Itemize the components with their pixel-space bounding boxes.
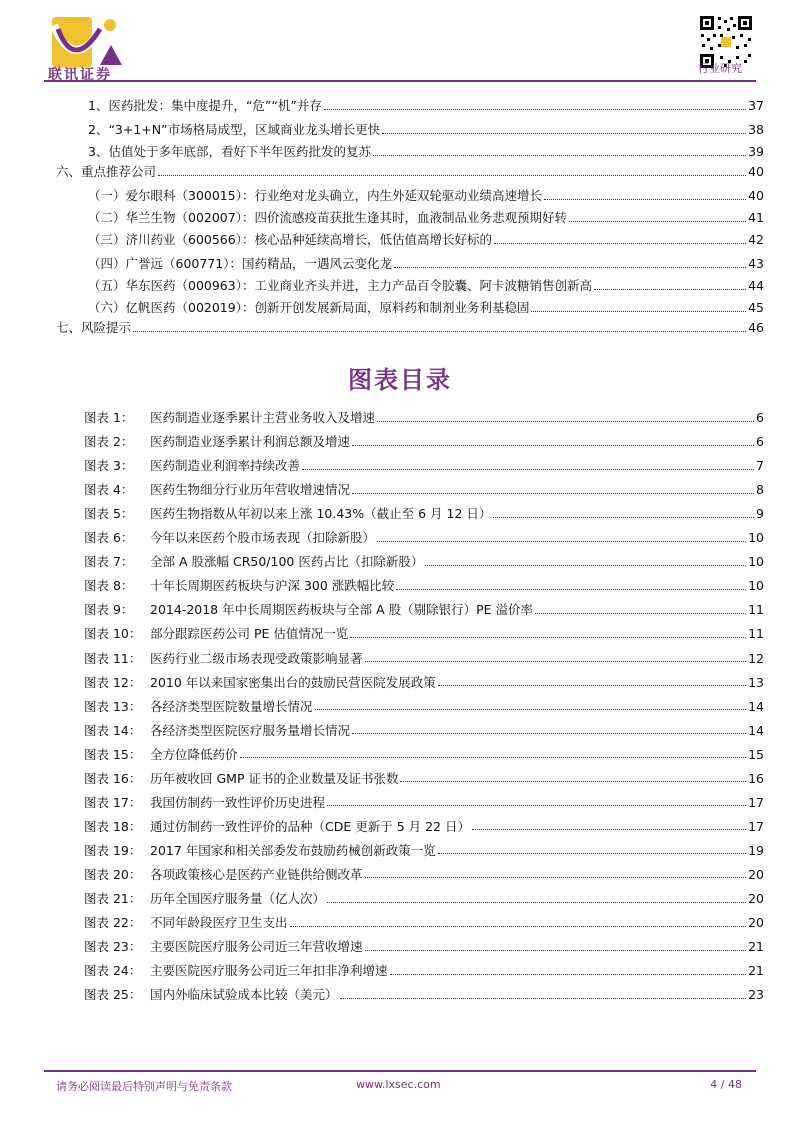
figure-entry[interactable] [84,552,764,570]
toc-entry-title: （三）济川药业（600566）：核心品种延续高增长，低估值高增长好标的 [88,232,492,247]
dot-leader [494,243,746,244]
figure-entry-label: 图表 12： [84,674,142,690]
figure-entry[interactable] [84,504,764,522]
figure-entry-page: 17 [748,794,764,810]
figure-entry[interactable] [84,793,764,811]
dot-leader [425,565,746,566]
dot-leader [290,926,747,927]
dot-leader [535,613,746,614]
figure-entry-page: 12 [748,650,764,666]
figure-entry-label: 图表 10： [84,626,142,642]
figure-entry-page: 6 [756,410,764,425]
dot-leader [377,421,754,422]
figure-entry-title: 医药生物细分行业历年营收增速情况 [150,482,351,498]
figure-entry-label: 图表 23： [84,939,142,955]
figure-entry-page: 23 [748,987,764,1003]
toc-entry-page: 39 [748,144,764,159]
dot-leader [390,974,747,975]
toc-entry[interactable] [88,254,764,272]
footer-divider [44,1070,756,1072]
toc-entry-title: （五）华东医药（000963）：工业商业齐头并进，主力产品百令胶囊、阿卡波糖销售创新高 [88,278,592,293]
dot-leader [373,155,746,156]
figure-entry[interactable] [84,913,764,931]
figure-entry-page: 21 [748,963,764,979]
toc-entry[interactable] [88,208,764,226]
figure-entry-title: 各经济类型医院医疗服务量增长情况 [150,722,351,738]
toc-entry-title: 2、“3+1+N”市场格局成型，区域商业龙头增长更快 [88,122,381,137]
dot-leader [340,998,747,999]
figure-entry-title: 历年全国医疗服务量（亿人次） [150,891,326,906]
figure-entry[interactable] [84,937,764,955]
figure-entry-page: 17 [748,818,764,834]
figure-entry-page: 20 [748,915,764,931]
figure-entry[interactable] [84,985,764,1003]
toc-entry-title: （四）广誉远（600771）：国药精品，一遇风云变化龙 [88,256,392,271]
figure-entry-title: 全部 A 股涨幅 CR50/100 医药占比（扣除新股） [150,554,424,570]
header-divider [44,80,756,82]
dot-leader [352,493,754,494]
figure-entry[interactable] [84,889,764,907]
figure-entry-label: 图表 2： [84,434,134,450]
dot-leader [569,221,746,222]
dot-leader [315,709,747,710]
figure-entry-title: 历年被收回 GMP 证书的企业数量及证书张数 [150,770,399,786]
figure-entry-page: 20 [748,866,764,882]
figure-entry[interactable] [84,432,764,450]
figure-entry-title: 医药制造业利润率持续改善 [150,458,301,474]
toc-entry[interactable] [88,230,764,248]
figure-entry-label: 图表 5： [84,506,134,522]
figure-entry-page: 11 [748,626,764,642]
toc-entry[interactable] [56,162,764,180]
toc-entry-page: 40 [748,164,764,179]
figure-entry-label: 图表 22： [84,915,142,931]
figure-entry-page: 21 [748,939,764,955]
toc-entry[interactable] [88,120,764,138]
figure-entry[interactable] [84,649,764,667]
dot-leader [594,289,746,290]
figure-entry-label: 图表 1： [84,410,134,425]
toc-entry-title: （六）亿帆医药（002019）：创新开创发展新局面，原料药和制剂业务利基稳固 [88,300,530,315]
figure-entry-title: 主要医院医疗服务公司近三年扣非净利增速 [150,963,388,979]
dot-leader [240,757,747,758]
figure-entry-label: 图表 18： [84,818,142,834]
toc-entry-title: 1、医药批发：集中度提升，“危”“机”并存 [88,98,322,113]
dot-leader [158,175,746,176]
dot-leader [324,109,746,110]
figure-entry[interactable] [84,600,764,618]
figure-entry-label: 图表 9： [84,602,134,618]
toc-entry-page: 42 [748,232,764,247]
dot-leader [472,829,746,830]
figure-entry-title: 各经济类型医院数量增长情况 [150,698,313,714]
figure-entry-page: 9 [756,506,764,522]
footer-page-number: 4 / 48 [710,1078,742,1091]
figure-entry[interactable] [84,528,764,546]
toc-entry-page: 37 [748,98,764,113]
dot-leader [382,133,746,134]
figure-entry-label: 图表 21： [84,891,142,906]
dot-leader [327,902,746,903]
dot-leader [531,311,746,312]
figure-entry[interactable] [84,673,764,691]
toc-entry[interactable] [56,318,764,336]
figure-entry-label: 图表 16： [84,770,142,786]
figure-entry-page: 10 [748,530,764,546]
figure-entry-label: 图表 11： [84,650,142,666]
figure-entry-page: 16 [748,770,764,786]
figure-entry-page: 13 [748,674,764,690]
toc-entry-title: 七、风险提示 [56,320,132,335]
dot-leader [394,267,746,268]
figure-entry[interactable] [84,865,764,883]
figure-entry-label: 图表 4： [84,482,134,498]
toc-entry[interactable] [88,298,764,316]
toc-entry-page: 45 [748,300,764,315]
dot-leader [350,637,746,638]
figure-entry-page: 10 [748,554,764,570]
figure-entry[interactable] [84,480,764,498]
figure-entry-title: 医药行业二级市场表现受政策影响显著 [150,650,363,666]
figure-entry-label: 图表 8： [84,578,134,594]
figure-entry[interactable] [84,841,764,859]
dot-leader [365,950,747,951]
figure-entry-label: 图表 6： [84,530,134,546]
dot-leader [302,469,754,470]
dot-leader [365,661,747,662]
toc-entry-page: 40 [748,188,764,203]
figure-entry-title: 主要医院医疗服务公司近三年营收增速 [150,939,363,955]
figure-entry[interactable] [84,456,764,474]
dot-leader [544,199,746,200]
figure-entry-label: 图表 7： [84,554,134,570]
figure-entry-label: 图表 24： [84,963,142,979]
toc-entry-title: 六、重点推荐公司 [56,164,157,179]
dot-leader [493,517,754,518]
toc-entry-page: 46 [748,320,764,335]
figure-entry-title: 十年长周期医药板块与沪深 300 涨跌幅比较 [150,578,395,594]
report-type-label: 行业研究 [698,62,742,75]
figure-entry-label: 图表 19： [84,842,142,858]
figure-entry[interactable] [84,576,764,594]
figure-entry-page: 11 [748,602,764,618]
figure-entry-page: 14 [748,698,764,714]
figure-entry-title: 国内外临床试验成本比较（美元） [150,987,338,1003]
dot-leader [438,685,746,686]
toc-entry-title: 3、估值处于多年底部，看好下半年医药批发的复苏 [88,144,371,159]
figure-entry-label: 图表 3： [84,458,134,474]
figure-entry-page: 6 [756,434,764,450]
figure-entry[interactable] [84,697,764,715]
figure-entry[interactable] [84,745,764,763]
figure-entry-title: 各项政策核心是医药产业链供给侧改革 [150,866,363,882]
figure-entry-page: 15 [748,746,764,762]
figure-entry-title: 今年以来医药个股市场表现（扣除新股） [150,530,376,546]
dot-leader [365,877,747,878]
figure-entry-label: 图表 15： [84,746,142,762]
toc-entry-page: 43 [748,256,764,271]
figure-entry-title: 医药生物指数从年初以来上涨 10.43%（截止至 6 月 12 日） [150,506,492,522]
dot-leader [327,805,746,806]
figure-entry-title: 2010 年以来国家密集出台的鼓励民营医院发展政策 [150,674,436,690]
toc-entry-page: 38 [748,122,764,137]
figure-entry-page: 14 [748,722,764,738]
figure-entry-label: 图表 14： [84,722,142,738]
figure-entry-title: 部分跟踪医药公司 PE 估值情况一览 [150,626,349,642]
figure-entry[interactable] [84,769,764,787]
dot-leader [400,781,746,782]
toc-entry[interactable] [88,276,764,294]
dot-leader [352,445,754,446]
figure-entry[interactable] [84,624,764,642]
figure-entry[interactable] [84,817,764,835]
figure-entry-title: 不同年龄段医疗卫生支出 [150,915,288,931]
toc-entry[interactable] [88,186,764,204]
dot-leader [396,589,746,590]
figure-entry-label: 图表 20： [84,866,142,882]
figure-entry-label: 图表 17： [84,794,142,810]
figure-entry[interactable] [84,721,764,739]
figure-entry[interactable] [84,408,764,426]
toc-entry-title: （一）爱尔眼科（300015）：行业绝对龙头确立，内生外延双轮驱动业绩高速增长 [88,188,542,203]
dot-leader [133,331,746,332]
logo-text: 联讯证券 [48,67,112,83]
footer-website: www.lxsec.com [356,1078,441,1091]
toc-entry[interactable] [88,96,764,114]
figure-entry-title: 我国仿制药一致性评价历史进程 [150,794,326,810]
footer-disclaimer: 请务必阅读最后特别声明与免责条款 [56,1080,232,1093]
figure-entry-title: 2017 年国家和相关部委发布鼓励药械创新政策一览 [150,842,436,858]
toc-entry[interactable] [88,142,764,160]
figure-entry-title: 全方位降低药价 [150,746,238,762]
figures-title: 图表目录 [348,366,452,394]
figure-entry-title: 医药制造业逐季累计利润总额及增速 [150,434,351,450]
dot-leader [352,733,746,734]
figure-entry-page: 10 [748,578,764,594]
toc-entry-title: （二）华兰生物（002007）：四价流感疫苗获批生逢其时，血液制品业务悲观预期好转 [88,210,567,225]
dot-leader [438,853,746,854]
figure-entry-label: 图表 25： [84,987,142,1003]
figure-entry-page: 7 [756,458,764,474]
figure-entry-label: 图表 13： [84,698,142,714]
figure-entry-page: 20 [748,891,764,906]
figure-entry-page: 19 [748,842,764,858]
figure-entry-title: 2014-2018 年中长周期医药板块与全部 A 股（剔除银行）PE 溢价率 [150,602,534,618]
dot-leader [377,541,746,542]
figure-entry-page: 8 [756,482,764,498]
figure-entry-title: 通过仿制药一致性评价的品种（CDE 更新于 5 月 22 日） [150,818,470,834]
toc-entry-page: 44 [748,278,764,293]
figure-entry-title: 医药制造业逐季累计主营业务收入及增速 [150,410,376,425]
toc-entry-page: 41 [748,210,764,225]
figure-entry[interactable] [84,961,764,979]
